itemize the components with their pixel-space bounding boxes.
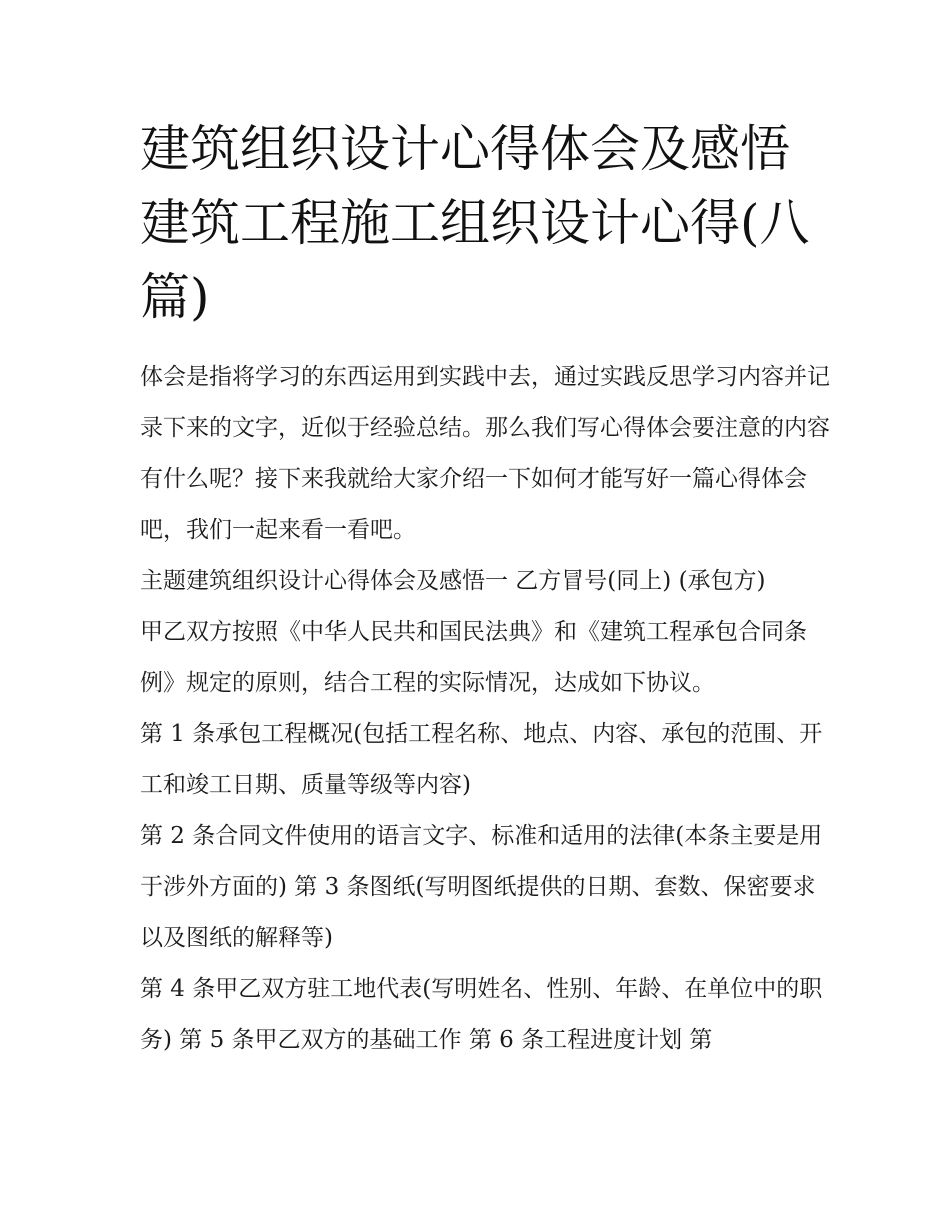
intro-paragraph: 体会是指将学习的东西运用到实践中去，通过实践反思学习内容并记录下来的文字，近似于经验总结。那么我们写心得体会要注意的内容有什么呢？接下来我就给大家介绍一下如何才能写好一篇心得体会吧，我们一起来看一看吧。 <box>140 364 830 543</box>
topic-paragraph: 主题建筑组织设计心得体会及感悟一 乙方冒号(同上) (承包方) <box>140 568 766 594</box>
article-2-3-paragraph: 第 2 条合同文件使用的语言文字、标准和适用的法律(本条主要是用于涉外方面的) 第 3 条图纸(写明图纸提供的日期、套数、保密要求以及图纸的解释等) <box>140 823 823 951</box>
agreement-paragraph: 甲乙双方按照《中华人民共和国民法典》和《建筑工程承包合同条例》规定的原则，结合工程的实际情况，达成如下协议。 <box>140 619 807 696</box>
article-4-6-paragraph: 第 4 条甲乙双方驻工地代表(写明姓名、性别、年龄、在单位中的职务) 第 5 条甲乙双方的基础工作 第 6 条工程进度计划 第 <box>140 976 823 1053</box>
document-title: 建筑组织设计心得体会及感悟建筑工程施工组织设计心得(八篇) <box>140 120 810 326</box>
document-body <box>140 352 830 1066</box>
article-1-paragraph: 第 1 条承包工程概况(包括工程名称、地点、内容、承包的范围、开工和竣工日期、质量等级等内容) <box>140 721 823 798</box>
